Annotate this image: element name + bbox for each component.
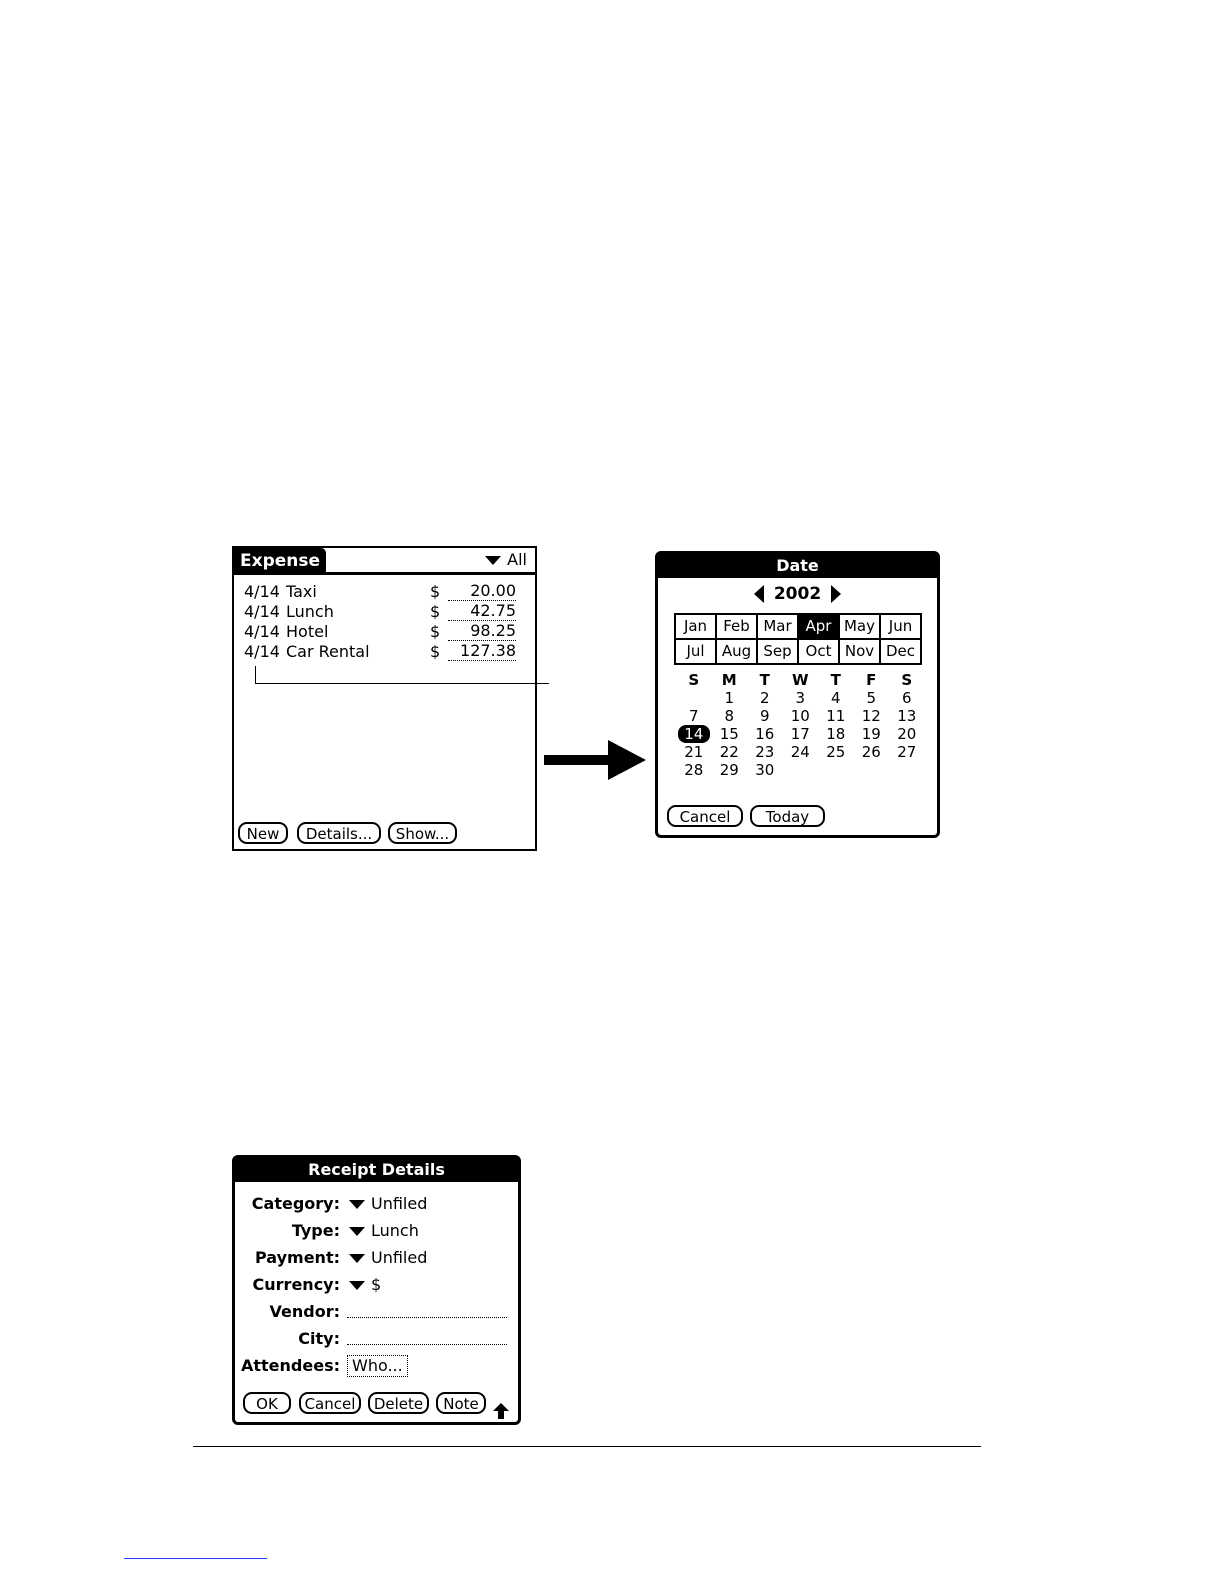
payment-picker[interactable] <box>349 1247 427 1269</box>
day-cell[interactable]: 2 <box>759 689 770 707</box>
expense-row[interactable] <box>244 622 524 642</box>
day-cell[interactable]: 23 <box>755 743 775 761</box>
dropdown-triangle-icon <box>349 1254 365 1263</box>
new-button[interactable]: New <box>238 822 288 844</box>
day-cell[interactable]: 29 <box>719 761 739 779</box>
cancel-button[interactable]: Cancel <box>667 805 743 827</box>
date-dialog-title: Date <box>658 554 937 578</box>
expense-amount[interactable]: 20.00 <box>448 582 516 601</box>
payment-value: Unfiled <box>371 1248 428 1267</box>
city-label: City: <box>298 1329 340 1348</box>
month-cell[interactable]: Nov <box>840 640 881 665</box>
city-input[interactable] <box>347 1344 507 1345</box>
day-cell[interactable]: 8 <box>724 707 735 725</box>
weekday-header: S <box>901 671 913 689</box>
expense-currency[interactable]: $ <box>430 602 441 621</box>
dropdown-triangle-icon <box>349 1200 365 1209</box>
month-cell[interactable]: Sep <box>758 640 799 665</box>
expense-row[interactable] <box>244 602 524 622</box>
month-cell[interactable]: Mar <box>758 615 799 640</box>
category-picker[interactable] <box>349 1193 427 1215</box>
weekday-header: T <box>759 671 770 689</box>
details-button[interactable]: Details... <box>297 822 381 844</box>
ok-button[interactable]: OK <box>243 1392 291 1414</box>
day-cell[interactable]: 1 <box>724 689 735 707</box>
expense-type[interactable]: Car Rental <box>286 642 370 661</box>
payment-field <box>235 1247 518 1269</box>
expense-type[interactable]: Taxi <box>286 582 317 601</box>
day-cell[interactable]: 9 <box>759 707 770 725</box>
delete-button[interactable]: Delete <box>368 1392 429 1414</box>
currency-picker[interactable] <box>349 1274 381 1296</box>
weekday-header: M <box>721 671 737 689</box>
expense-amount[interactable]: 98.25 <box>448 622 516 641</box>
page-divider <box>193 1446 981 1447</box>
weekday-header: F <box>866 671 877 689</box>
category-value: Unfiled <box>371 1194 428 1213</box>
currency-field <box>235 1274 518 1296</box>
next-year-icon[interactable] <box>831 585 841 603</box>
type-field <box>235 1220 518 1242</box>
previous-year-icon[interactable] <box>754 585 764 603</box>
link-underline <box>124 1558 267 1559</box>
expense-list-screen <box>232 546 537 851</box>
day-cell[interactable]: 16 <box>755 725 775 743</box>
expense-title: Expense <box>234 548 326 572</box>
dropdown-triangle-icon <box>349 1281 365 1290</box>
expense-row[interactable] <box>244 582 524 602</box>
currency-value: $ <box>371 1275 382 1294</box>
expense-titlebar <box>234 548 535 575</box>
day-cell[interactable]: 17 <box>790 725 810 743</box>
year-value: 2002 <box>773 584 822 604</box>
day-cell[interactable]: 22 <box>719 743 739 761</box>
expense-currency[interactable]: $ <box>430 622 441 641</box>
day-cell[interactable]: 28 <box>684 761 704 779</box>
show-button[interactable]: Show... <box>388 822 457 844</box>
vendor-field <box>235 1301 518 1323</box>
month-cell[interactable]: Jan <box>676 615 717 640</box>
expense-date[interactable]: 4/14 <box>244 582 280 601</box>
day-cell[interactable]: 26 <box>861 743 881 761</box>
type-label: Type: <box>291 1221 340 1240</box>
callout-line <box>255 683 549 684</box>
today-button[interactable]: Today <box>750 805 825 827</box>
attendees-field <box>235 1355 518 1377</box>
currency-label: Currency: <box>252 1275 340 1294</box>
month-cell[interactable]: May <box>840 615 881 640</box>
year-selector <box>658 584 937 604</box>
day-cell[interactable]: 5 <box>866 689 877 707</box>
day-cell[interactable]: 15 <box>719 725 739 743</box>
day-cell[interactable]: 24 <box>790 743 810 761</box>
expense-row[interactable] <box>244 642 524 662</box>
month-cell[interactable]: Jul <box>676 640 717 665</box>
receipt-details-dialog <box>232 1155 521 1425</box>
day-cell[interactable]: 21 <box>684 743 704 761</box>
expense-date[interactable]: 4/14 <box>244 642 280 661</box>
cancel-button[interactable]: Cancel <box>299 1392 361 1414</box>
expense-amount[interactable]: 42.75 <box>448 602 516 621</box>
day-cell[interactable]: 4 <box>830 689 841 707</box>
expense-amount[interactable]: 127.38 <box>448 642 516 661</box>
month-cell[interactable]: Feb <box>717 615 758 640</box>
day-grid <box>676 671 925 779</box>
expense-type[interactable]: Hotel <box>286 622 329 641</box>
expense-rows <box>244 582 524 662</box>
month-cell[interactable]: Jun <box>881 615 922 640</box>
day-cell[interactable]: 13 <box>897 707 917 725</box>
expense-currency[interactable]: $ <box>430 642 441 661</box>
day-cell[interactable]: 30 <box>755 761 775 779</box>
day-cell[interactable]: 14 <box>678 725 710 743</box>
expense-date[interactable]: 4/14 <box>244 622 280 641</box>
expense-currency[interactable]: $ <box>430 582 441 601</box>
month-cell[interactable]: Apr <box>799 615 840 640</box>
month-cell[interactable]: Dec <box>881 640 922 665</box>
dropdown-triangle-icon <box>485 556 501 565</box>
day-cell[interactable]: 11 <box>826 707 846 725</box>
category-field <box>235 1193 518 1215</box>
payment-label: Payment: <box>255 1248 340 1267</box>
dropdown-triangle-icon <box>349 1227 365 1236</box>
up-arrow-icon[interactable] <box>493 1403 509 1419</box>
day-cell[interactable]: 18 <box>826 725 846 743</box>
day-cell[interactable]: 10 <box>790 707 810 725</box>
callout-line <box>255 666 256 684</box>
month-grid <box>674 613 922 665</box>
expense-date[interactable]: 4/14 <box>244 602 280 621</box>
weekday-header: T <box>830 671 841 689</box>
day-cell[interactable]: 7 <box>688 707 699 725</box>
type-picker[interactable] <box>349 1220 419 1242</box>
category-label: Category: <box>251 1194 340 1213</box>
day-cell[interactable]: 19 <box>861 725 881 743</box>
category-picker[interactable] <box>485 550 527 569</box>
vendor-label: Vendor: <box>269 1302 340 1321</box>
type-value: Lunch <box>371 1221 419 1240</box>
day-cell[interactable]: 20 <box>897 725 917 743</box>
day-cell[interactable]: 6 <box>901 689 912 707</box>
who-button[interactable]: Who... <box>347 1355 408 1377</box>
empty-day-cell <box>676 689 712 707</box>
month-cell[interactable]: Oct <box>799 640 840 665</box>
date-picker-dialog <box>655 551 940 838</box>
right-arrow-icon <box>544 740 646 780</box>
weekday-header: S <box>688 671 700 689</box>
day-cell[interactable]: 3 <box>795 689 806 707</box>
receipt-dialog-title: Receipt Details <box>235 1158 518 1182</box>
category-value: All <box>507 550 527 569</box>
weekday-header: W <box>791 671 809 689</box>
day-cell[interactable]: 25 <box>826 743 846 761</box>
month-cell[interactable]: Aug <box>717 640 758 665</box>
attendees-label: Attendees: <box>241 1356 340 1375</box>
city-field <box>235 1328 518 1350</box>
day-cell[interactable]: 12 <box>861 707 881 725</box>
expense-type[interactable]: Lunch <box>286 602 334 621</box>
day-cell[interactable]: 27 <box>897 743 917 761</box>
vendor-input[interactable] <box>347 1317 507 1318</box>
note-button[interactable]: Note <box>436 1392 486 1414</box>
